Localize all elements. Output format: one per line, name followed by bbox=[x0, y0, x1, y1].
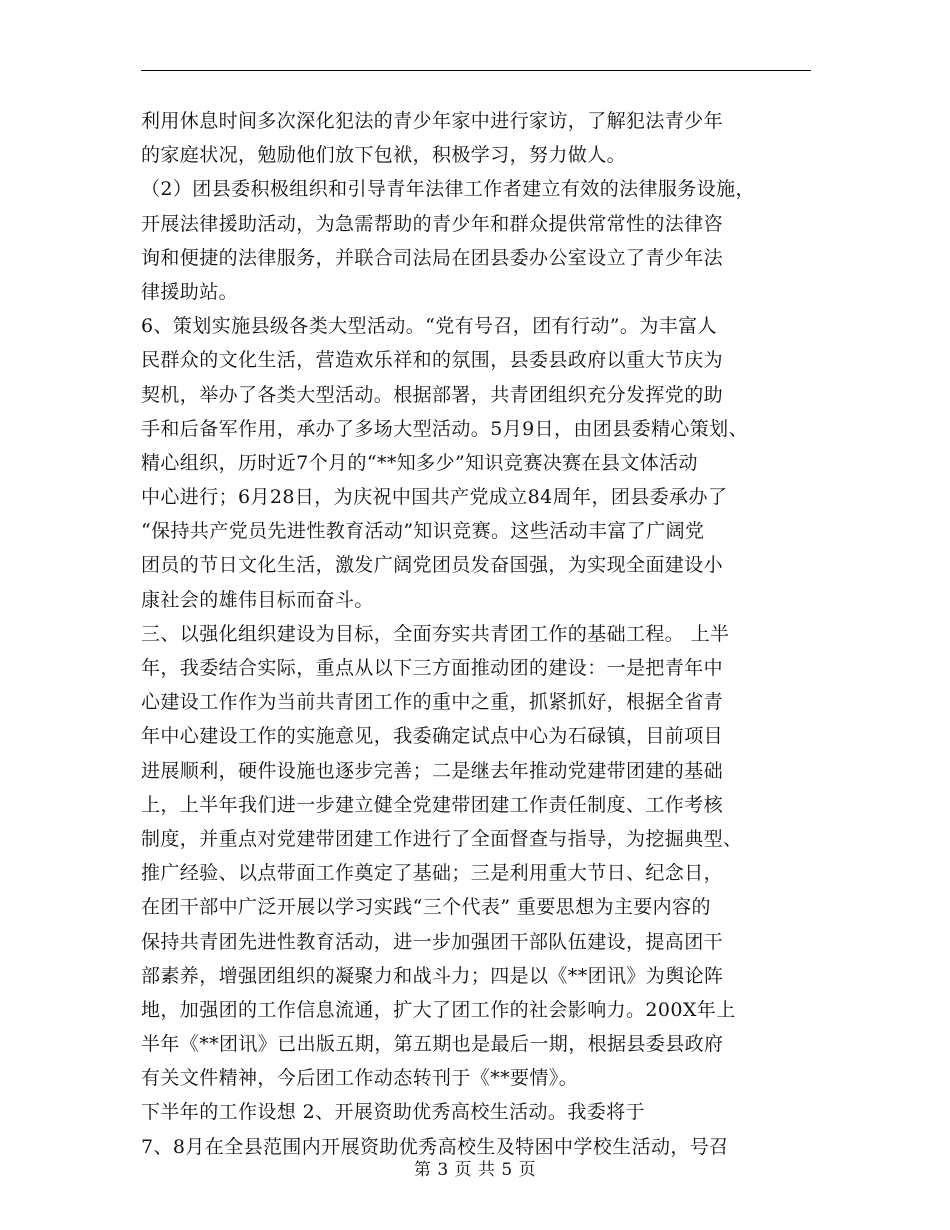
text-line: 精心组织，历时近7个月的“**知多少”知识竞赛决赛在县文体活动 bbox=[141, 451, 698, 474]
text-line: 的家庭状况，勉励他们放下包袱，积极学习，努力做人。 bbox=[141, 144, 627, 167]
text-line: 地，加强团的工作信息流通，扩大了团工作的社会影响力。200X年上 bbox=[141, 998, 736, 1021]
text-line: （2）团县委积极组织和引导青年法律工作者建立有效的法律服务设施， bbox=[141, 178, 755, 201]
text-line: 三、以强化组织建设为目标，全面夯实共青团工作的基础工程。 上半 bbox=[141, 622, 730, 645]
text-line: 康社会的雄伟目标而奋斗。 bbox=[141, 588, 374, 611]
text-line: 询和便捷的法律服务，并联合司法局在团县委办公室设立了青少年法 bbox=[141, 246, 724, 269]
text-line: 部素养，增强团组织的凝聚力和战斗力；四是以《**团讯》为舆论阵 bbox=[141, 964, 724, 987]
document-body bbox=[141, 104, 821, 1164]
text-line: 年中心建设工作的实施意见，我委确定试点中心为石碌镇，目前项目 bbox=[141, 725, 724, 748]
text-line: 利用休息时间多次深化犯法的青少年家中进行家访，了解犯法青少年 bbox=[141, 110, 724, 132]
text-line: 推广经验、以点带面工作奠定了基础；三是利用重大节日、纪念日， bbox=[141, 862, 724, 885]
text-line: 进展顺利，硬件设施也逐步完善；二是继去年推动党建带团建的基础 bbox=[141, 759, 724, 782]
text-line: 制度，并重点对党建带团建工作进行了全面督查与指导，为挖掘典型、 bbox=[141, 827, 743, 850]
header-rule bbox=[141, 70, 811, 71]
text-line: 6、策划实施县级各类大型活动。“党有号召，团有行动”。为丰富人 bbox=[141, 315, 717, 338]
text-line: 中心进行；6月28日，为庆祝中国共产党成立84周年，团县委承办了 bbox=[141, 486, 728, 509]
text-line: 手和后备军作用，承办了多场大型活动。5月9日，由团县委精心策划、 bbox=[141, 417, 748, 440]
text-line: 开展法律援助活动，为急需帮助的青少年和群众提供常常性的法律咨 bbox=[141, 212, 724, 235]
text-line: 律援助站。 bbox=[141, 280, 239, 303]
text-line: 保持共青团先进性教育活动，进一步加强团干部队伍建设，提高团干 bbox=[141, 930, 724, 953]
text-line: 半年《**团讯》已出版五期，第五期也是最后一期，根据县委县政府 bbox=[141, 1033, 724, 1056]
text-line: 民群众的文化生活，营造欢乐祥和的氛围，县委县政府以重大节庆为 bbox=[141, 349, 724, 372]
text-line: 团员的节日文化生活，激发广阔党团员发奋国强，为实现全面建设小 bbox=[141, 554, 724, 577]
text-line: 契机，举办了各类大型活动。根据部署，共青团组织充分发挥党的助 bbox=[141, 383, 724, 406]
text-line: 下半年的工作设想 2、开展资助优秀高校生活动。我委将于 bbox=[141, 1101, 645, 1124]
text-line: 年，我委结合实际，重点从以下三方面推动团的建设：一是把青年中 bbox=[141, 657, 724, 679]
text-line: 7、8月在全县范围内开展资助优秀高校生及特困中学校生活动，号召 bbox=[141, 1135, 729, 1158]
text-line: 有关文件精神，今后团工作动态转刊于《**要情》。 bbox=[141, 1067, 579, 1090]
text-line: 上，上半年我们进一步建立健全党建带团建工作责任制度、工作考核 bbox=[141, 793, 724, 816]
text-line: 在团干部中广泛开展以学习实践“三个代表” 重要思想为主要内容的 bbox=[141, 896, 711, 919]
text-line: “保持共产党员先进性教育活动”知识竞赛。这些活动丰富了广阔党 bbox=[141, 520, 705, 543]
page-footer: 第 3 页 共 5 页 bbox=[413, 1160, 537, 1180]
text-line: 心建设工作作为当前共青团工作的重中之重，抓紧抓好，根据全省青 bbox=[141, 691, 724, 714]
